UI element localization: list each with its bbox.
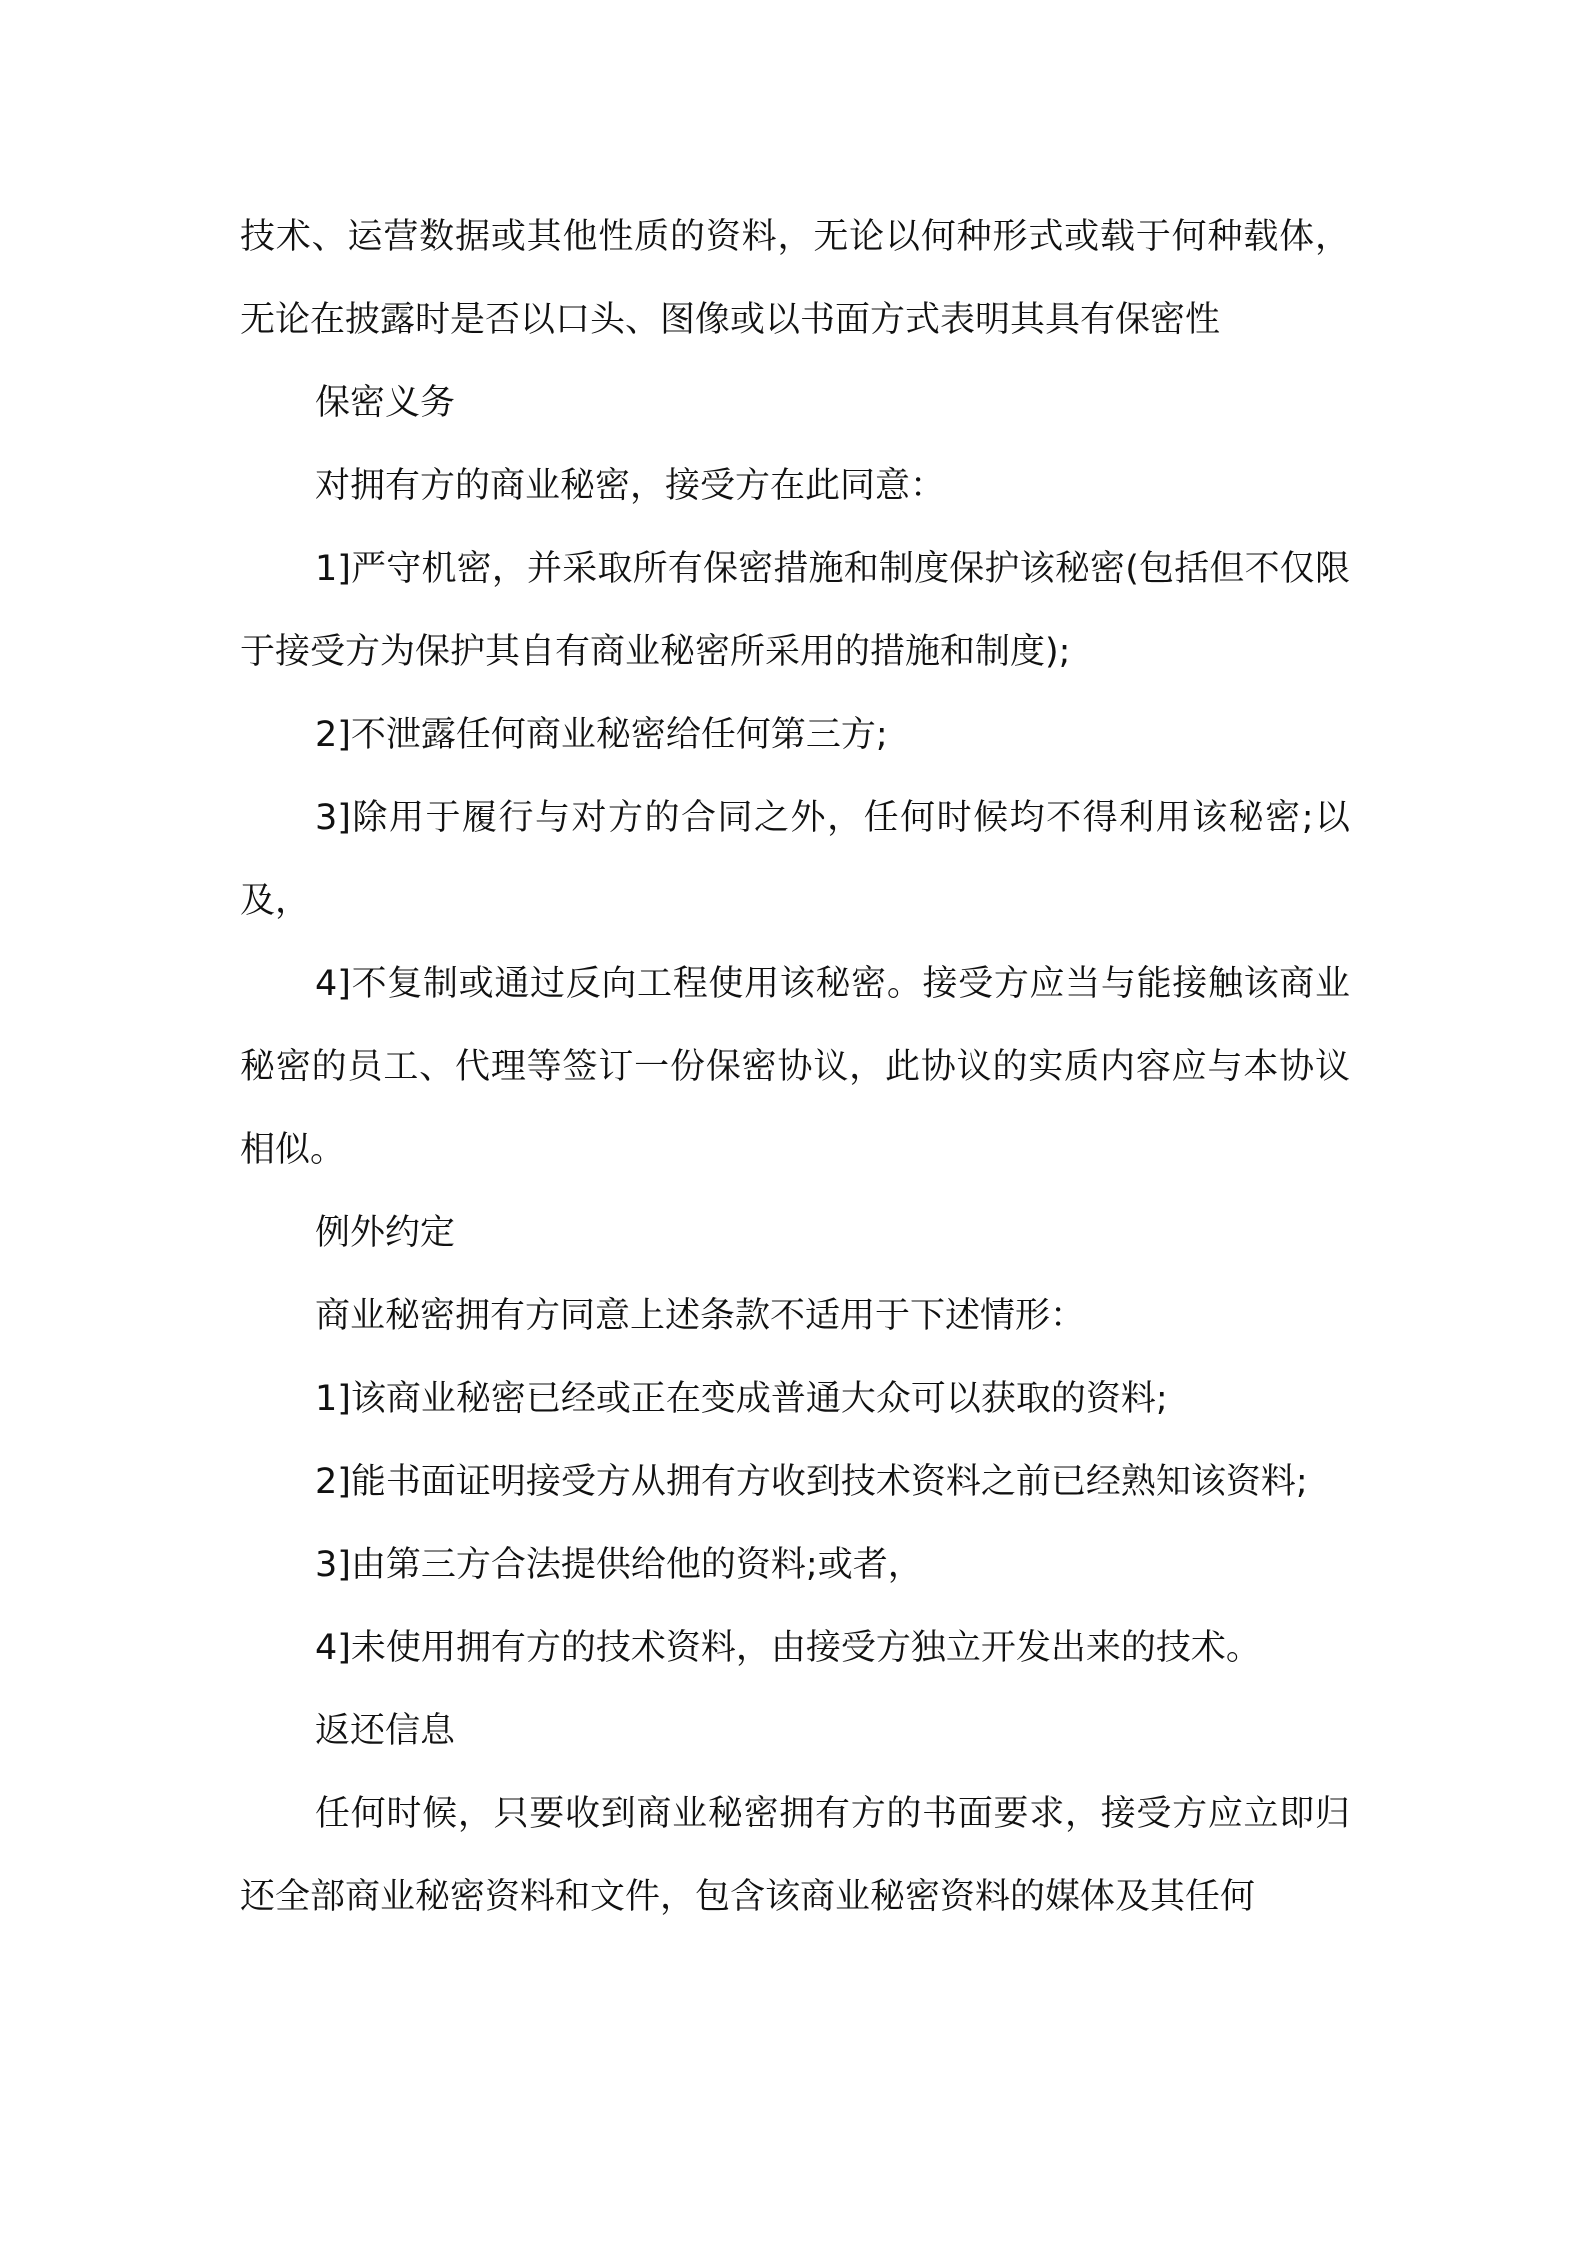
heading-confidentiality-obligation: 保密义务 [315,383,456,423]
paragraph-continuation: 技术、运营数据或其他性质的资料，无论以何种形式或载于何种载体，无论在披露时是否以口头、图像或以书面方式表明其具有保密性 [240,217,1350,340]
exception-1: 1]该商业秘密已经或正在变成普通大众可以获取的资料; [315,1379,1168,1419]
heading-exceptions: 例外约定 [315,1213,456,1253]
document-body [240,196,1350,1939]
paragraph-return-information: 任何时候，只要收到商业秘密拥有方的书面要求，接受方应立即归还全部商业秘密资料和文件，包含该商业秘密资料的媒体及其任何 [240,1794,1350,1917]
clause-3: 3]除用于履行与对方的合同之外，任何时候均不得利用该秘密;以及， [240,798,1350,921]
paragraph-agreement-intro: 对拥有方的商业秘密，接受方在此同意： [315,466,946,506]
clause-4: 4]不复制或通过反向工程使用该秘密。接受方应当与能接触该商业秘密的员工、代理等签订一份保密协议，此协议的实质内容应与本协议相似。 [240,964,1350,1170]
exception-3: 3]由第三方合法提供给他的资料;或者， [315,1545,923,1585]
clause-2: 2]不泄露任何商业秘密给任何第三方; [315,715,888,755]
exception-2: 2]能书面证明接受方从拥有方收到技术资料之前已经熟知该资料; [315,1462,1308,1502]
heading-return-information: 返还信息 [315,1711,456,1751]
paragraph-exceptions-intro: 商业秘密拥有方同意上述条款不适用于下述情形： [315,1296,1086,1336]
clause-1: 1]严守机密，并采取所有保密措施和制度保护该秘密(包括但不仅限于接受方为保护其自有商业秘密所采用的措施和制度); [240,549,1350,672]
exception-4: 4]未使用拥有方的技术资料，由接受方独立开发出来的技术。 [315,1628,1261,1668]
